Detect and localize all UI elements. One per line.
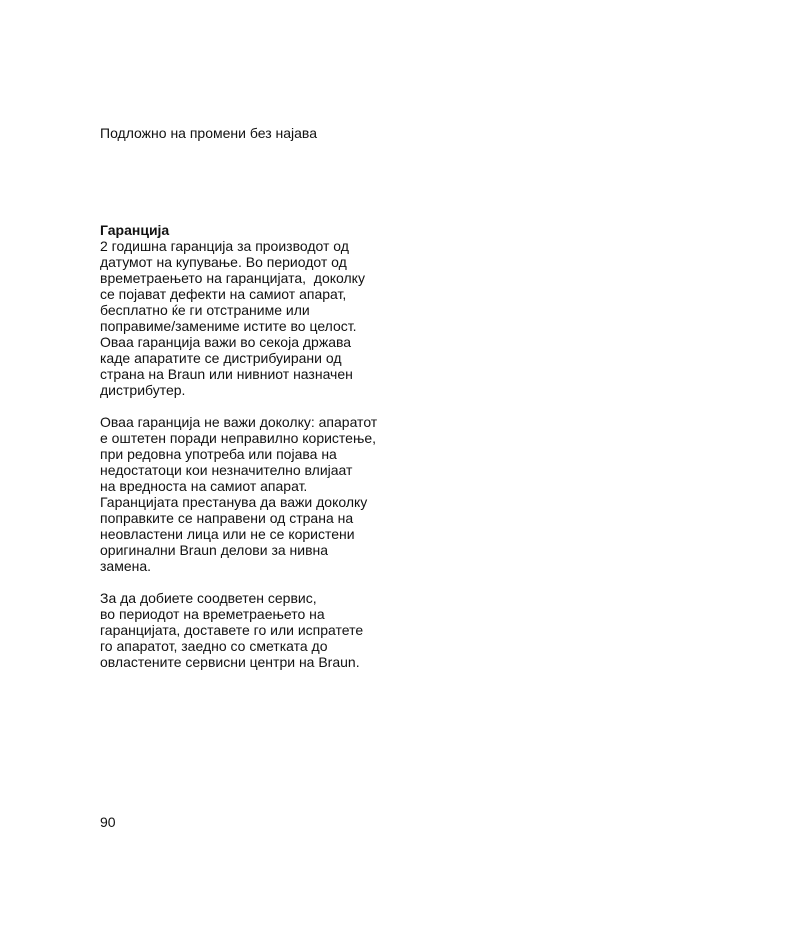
text-line: гаранцијата, доставете го или испратете <box>100 622 364 638</box>
text-line: времетраењето на гаранцијата, доколку <box>100 270 365 286</box>
warranty-paragraph-exclusions <box>100 414 400 574</box>
text-line: Оваа гаранција не важи доколку: апаратот <box>100 414 378 430</box>
text-line: каде апаратите се дистрибуирани од <box>100 350 342 366</box>
text-line: недостатоци кои незначително влијаат <box>100 462 353 478</box>
text-line: датумот на купување. Во периодот од <box>100 254 347 270</box>
warranty-section <box>100 222 400 670</box>
text-line: дистрибутер. <box>100 382 186 398</box>
text-line: поправиме/замениме истите во целост. <box>100 318 357 334</box>
text-line: Оваа гаранција важи во секоја држава <box>100 334 352 350</box>
warranty-paragraph-service <box>100 590 400 670</box>
text-line: овластените сервисни центри на Braun. <box>100 654 360 670</box>
text-line: е оштетен поради неправилно користење, <box>100 430 377 446</box>
text-line: страна на Braun или нивниот назначен <box>100 366 353 382</box>
text-line: замена. <box>100 558 152 574</box>
text-line: 2 годишна гаранција за производот од <box>100 238 349 254</box>
text-line: го апаратот, заедно со сметката до <box>100 638 328 654</box>
text-line: се појават дефекти на самиот апарат, <box>100 286 347 302</box>
text-line: бесплатно ќе ги отстраниме или <box>100 302 310 318</box>
text-line: За да добиете соодветен сервис, <box>100 590 317 606</box>
text-line: при редовна употреба или појава на <box>100 446 337 462</box>
change-notice: Подложно на промени без најава <box>100 125 317 141</box>
text-line: на вредноста на самиот апарат. <box>100 478 308 494</box>
text-line: оригинални Braun делови за нивна <box>100 542 329 558</box>
page-number: 90 <box>100 814 116 830</box>
text-line: Гаранцијата престанува да важи доколку <box>100 494 368 510</box>
text-line: поправките се направени од страна на <box>100 510 354 526</box>
warranty-paragraph-coverage <box>100 238 400 398</box>
text-line: неовластени лица или не се користени <box>100 526 355 542</box>
warranty-heading: Гаранција <box>100 222 170 238</box>
text-line: во периодот на времетраењето на <box>100 606 325 622</box>
